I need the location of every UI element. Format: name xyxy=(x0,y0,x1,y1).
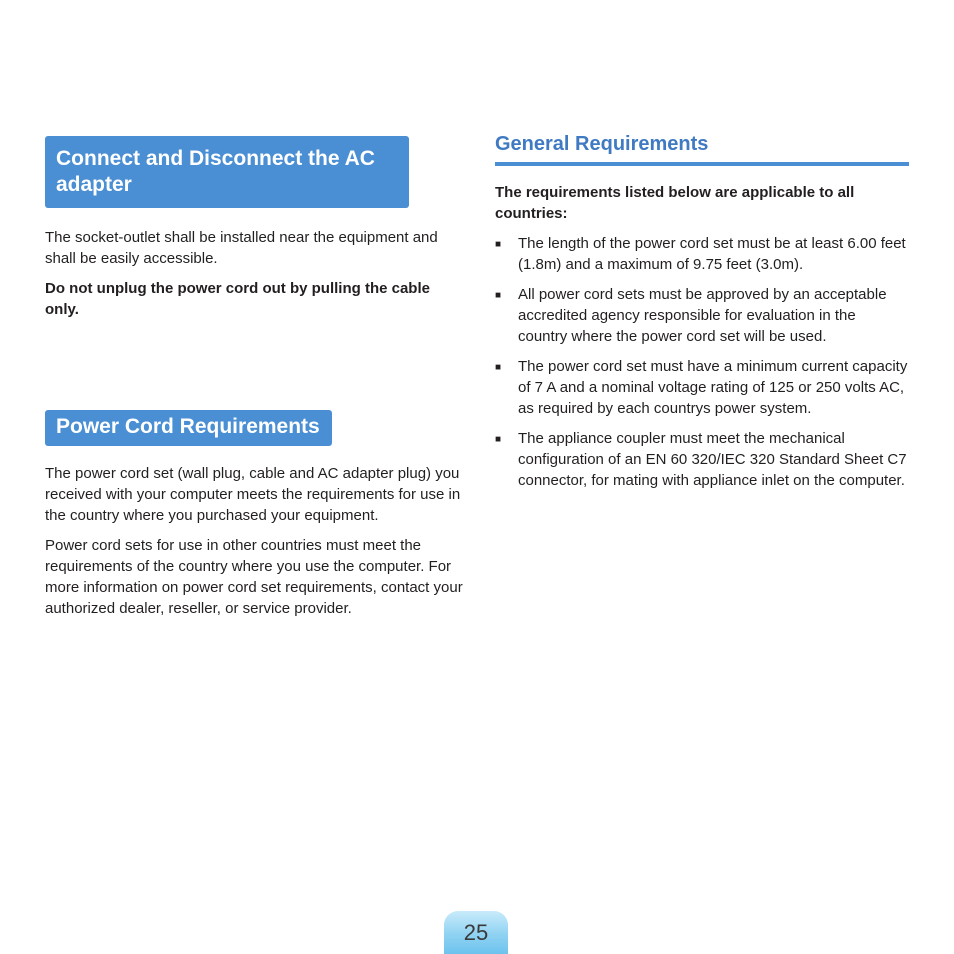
requirements-list xyxy=(495,233,909,491)
list-item xyxy=(495,428,909,491)
list-item xyxy=(495,284,909,347)
list-item xyxy=(495,356,909,419)
bullet-square-icon: ■ xyxy=(495,290,502,301)
section-connect-ac-adapter xyxy=(45,136,463,320)
page-number-tab xyxy=(444,911,508,954)
list-item-text: The appliance coupler must meet the mechanical configuration of an EN 60 320/IEC 320 Standard Sheet C7 connector, for mating with appliance inlet on the computer. xyxy=(518,430,907,489)
list-item-text: The power cord set must have a minimum current capacity of 7 A and a nominal voltage rating of 125 or 250 volts AC, as required by each countrys power system. xyxy=(518,358,908,417)
section-heading-general: General Requirements xyxy=(495,132,909,166)
list-item-text: The length of the power cord set must be at least 6.00 feet (1.8m) and a maximum of 9.75 feet (3.0m). xyxy=(518,235,906,273)
general-intro: The requirements listed below are applicable to all countries: xyxy=(495,184,855,222)
section-power-cord-requirements xyxy=(45,410,463,619)
section-general-requirements xyxy=(495,132,909,491)
list-item xyxy=(495,233,909,275)
bullet-square-icon: ■ xyxy=(495,434,502,445)
right-column xyxy=(495,132,909,500)
left-column xyxy=(45,136,463,619)
paragraph-socket-outlet: The socket-outlet shall be installed near the equipment and shall be easily accessible. xyxy=(45,229,438,267)
section-heading-connect: Connect and Disconnect the AC adapter xyxy=(45,136,409,208)
paragraph-power-cord-set: The power cord set (wall plug, cable and AC adapter plug) you received with your computer meets the requirements for use in the country where you purchased your equipment. xyxy=(45,465,461,524)
list-item-text: All power cord sets must be approved by an acceptable accredited agency responsible for evaluation in the country where the power cord set will be used. xyxy=(518,286,887,345)
section-body-power-cord xyxy=(45,463,463,619)
bullet-square-icon: ■ xyxy=(495,362,502,373)
bullet-square-icon: ■ xyxy=(495,239,502,250)
section-body-connect xyxy=(45,227,463,320)
paragraph-other-countries: Power cord sets for use in other countries must meet the requirements of the country where you use the computer. For more information on power cord set requirements, contact your authorized dealer, reseller, or service provider. xyxy=(45,537,463,617)
section-heading-power-cord: Power Cord Requirements xyxy=(45,410,332,446)
page-number: 25 xyxy=(463,920,489,945)
paragraph-unplug-warning: Do not unplug the power cord out by pulling the cable only. xyxy=(45,280,430,318)
